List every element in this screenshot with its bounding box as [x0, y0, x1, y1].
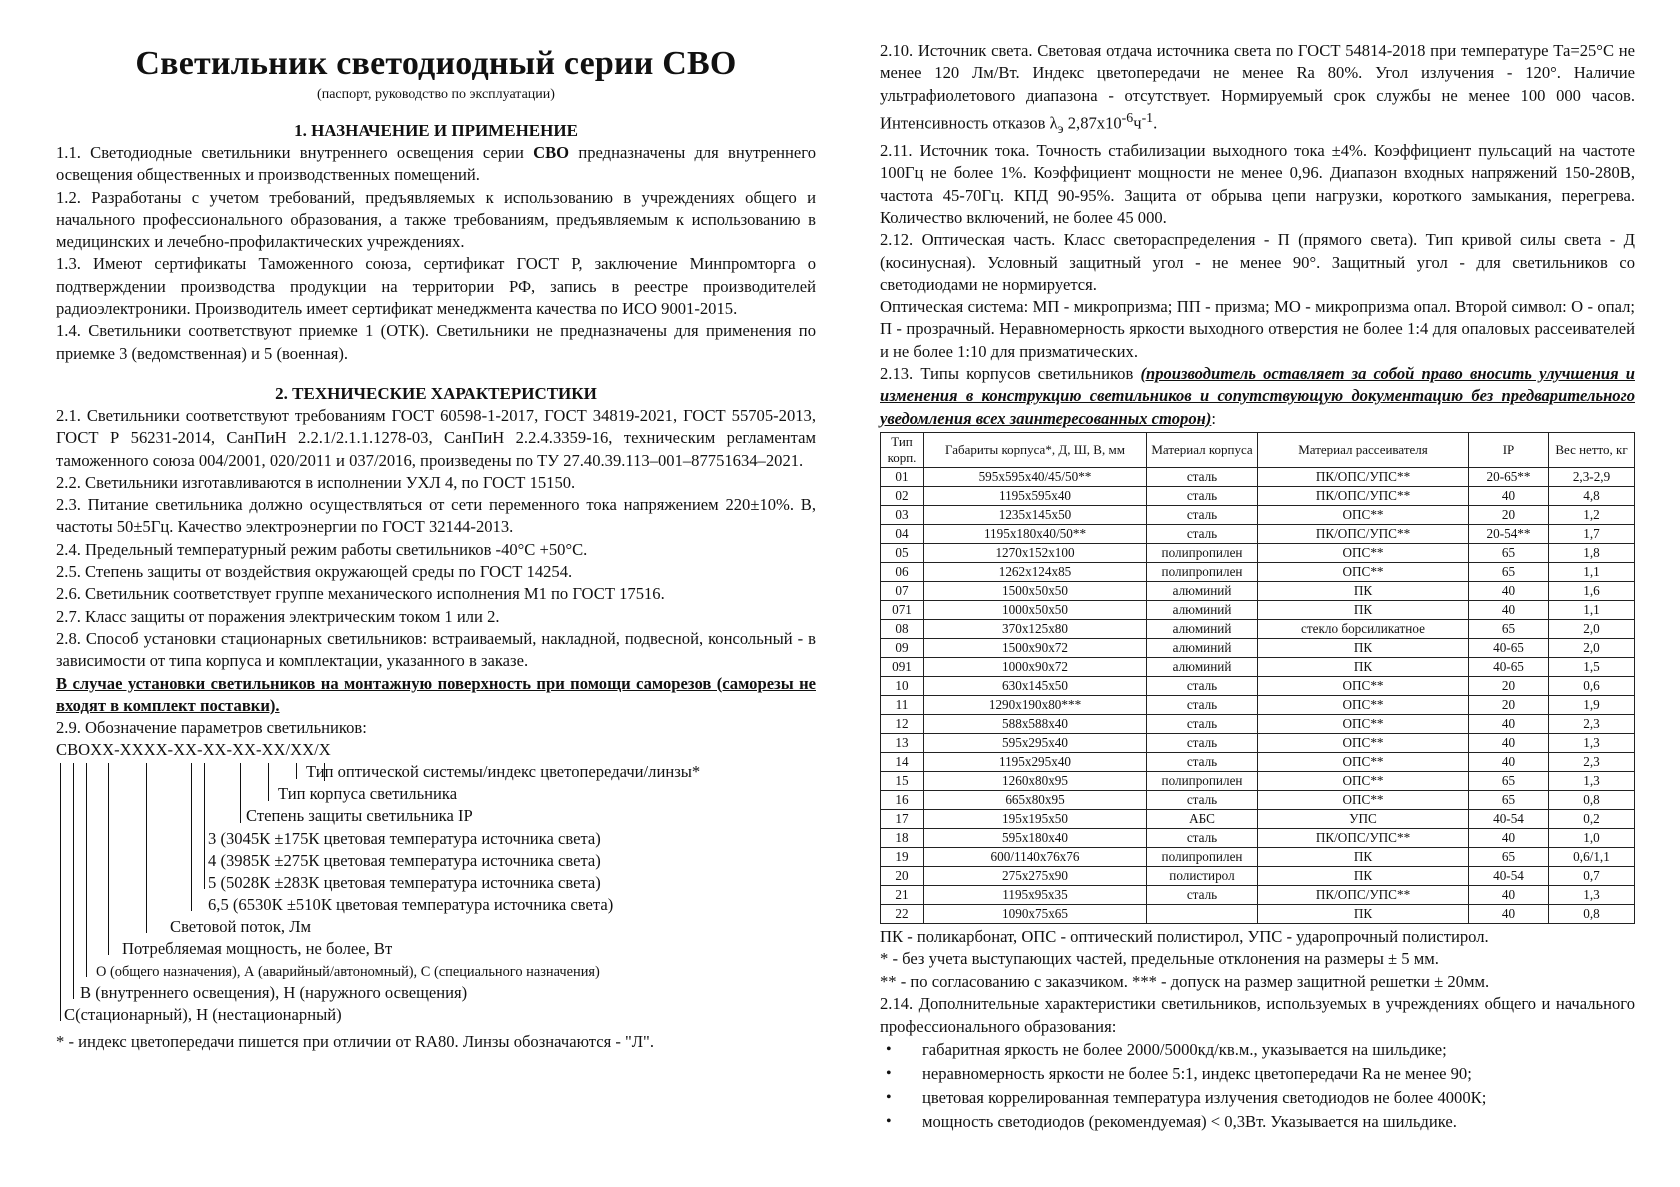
list-item: • неравномерность яркости не более 5:1, индекс цветопередачи Ra не менее 90; [880, 1062, 1635, 1086]
para-1-3: 1.3. Имеют сертификаты Таможенного союза, сертификат ГОСТ Р, заключение Минпромторга о подтверждении производства продукции на территории РФ, запись в реестре производителей радиоэлектроники. Производитель имеет сертификат менеджмента качества по ИСО 9001-2015. [56, 254, 816, 319]
leader-line [268, 763, 269, 801]
para-2-5: 2.5. Степень защиты от воздействия окружающей среды по ГОСТ 14254. [56, 562, 573, 582]
table-cell: 1,3 [1549, 733, 1635, 752]
table-cell: стекло борсиликатное [1258, 619, 1469, 638]
table-cell: 0,2 [1549, 809, 1635, 828]
table-cell: алюминий [1147, 619, 1258, 638]
table-row [881, 904, 1635, 923]
para-2-4: 2.4. Предельный температурный режим работы светильников -40°С +50°С. [56, 539, 588, 559]
table-cell: 2,0 [1549, 619, 1635, 638]
table-cell: 40 [1469, 581, 1549, 600]
table-cell: 1,2 [1549, 505, 1635, 524]
para-2-2: 2.2. Светильники изготавливаются в исполнении УХЛ 4, по ГОСТ 15150. [56, 472, 576, 492]
table-row [881, 676, 1635, 695]
table-cell: 40 [1469, 885, 1549, 904]
note-tolerance: * - без учета выступающих частей, предельные отклонения на размеры ± 5 мм. [880, 949, 1439, 969]
para-1-4: 1.4. Светильники соответствуют приемке 1 (ОТК). Светильники не предназначены для применения по приемке 3 (ведомственная) и 5 (военная). [56, 321, 816, 363]
table-cell: 14 [881, 752, 924, 771]
table-row [881, 809, 1635, 828]
table-cell: 1,9 [1549, 695, 1635, 714]
table-cell: АБС [1147, 809, 1258, 828]
para-2-11: 2.11. Источник тока. Точность стабилизации выходного тока ±4%. Коэффициент пульсаций на частоте 100Гц не более 1%. Коэффициент мощности не менее 0,96. Диапазон входных напряжений 150-280В, частота 45-70Гц. КПД 90-95%. Защита от обрыва цепи нагрузки, короткого замыкания, перегрева. Количество включений, не более 45 000. [880, 141, 1635, 227]
table-cell: сталь [1147, 676, 1258, 695]
table-row [881, 600, 1635, 619]
table-row [881, 562, 1635, 581]
extra-characteristics-list [880, 1038, 1635, 1134]
legend-purpose: О (общего назначения), А (аварийный/автономный), С (специального назначения) [96, 964, 600, 981]
table-cell: 0,8 [1549, 904, 1635, 923]
table-cell: 40 [1469, 600, 1549, 619]
table-cell: ПК/ОПС/УПС** [1258, 467, 1469, 486]
table-cell: ОПС** [1258, 714, 1469, 733]
table-row [881, 505, 1635, 524]
table-cell: алюминий [1147, 600, 1258, 619]
housing-types-table [880, 432, 1635, 924]
legend-cct-65: 6,5 (6530К ±510К цветовая температура источника света) [208, 895, 614, 915]
table-row [881, 486, 1635, 505]
col-header-weight: Вес нетто, кг [1549, 432, 1635, 467]
table-body [881, 467, 1635, 923]
section-2-heading: 2. ТЕХНИЧЕСКИЕ ХАРАКТЕРИСТИКИ [275, 383, 597, 403]
table-cell: ПК/ОПС/УПС** [1258, 885, 1469, 904]
table-cell: 05 [881, 543, 924, 562]
table-cell: 08 [881, 619, 924, 638]
table-row [881, 581, 1635, 600]
table-cell: 65 [1469, 543, 1549, 562]
table-cell: 11 [881, 695, 924, 714]
table-header-row [881, 432, 1635, 467]
table-cell: 2,3-2,9 [1549, 467, 1635, 486]
table-row [881, 752, 1635, 771]
para-2-7: 2.7. Класс защиты от поражения электрическим током 1 или 2. [56, 606, 500, 626]
table-row [881, 714, 1635, 733]
table-cell: ПК [1258, 657, 1469, 676]
table-cell: 1090х75х65 [924, 904, 1147, 923]
leader-line [73, 763, 74, 999]
table-cell: 40 [1469, 714, 1549, 733]
table-cell: сталь [1147, 733, 1258, 752]
table-cell: 12 [881, 714, 924, 733]
para-2-6: 2.6. Светильник соответствует группе механического исполнения М1 по ГОСТ 17516. [56, 584, 665, 604]
table-cell: 1195х95х35 [924, 885, 1147, 904]
table-cell: УПС [1258, 809, 1469, 828]
table-cell: 1,0 [1549, 828, 1635, 847]
table-cell: 595х295х40 [924, 733, 1147, 752]
table-cell: алюминий [1147, 657, 1258, 676]
document-title: Светильник светодиодный серии СВО [135, 45, 737, 82]
table-cell: сталь [1147, 695, 1258, 714]
table-cell: 22 [881, 904, 924, 923]
table-cell: ОПС** [1258, 695, 1469, 714]
table-cell: ОПС** [1258, 562, 1469, 581]
table-cell: 1,8 [1549, 543, 1635, 562]
table-cell: 1500х90х72 [924, 638, 1147, 657]
table-cell: 071 [881, 600, 924, 619]
table-cell: ОПС** [1258, 771, 1469, 790]
table-cell: 1262х124х85 [924, 562, 1147, 581]
table-cell: сталь [1147, 505, 1258, 524]
table-cell: 1000х50х50 [924, 600, 1147, 619]
para-2-3: 2.3. Питание светильника должно осуществляться от сети переменного тока напряжением 220±10%. В, частоты 50±5Гц. Качество электроэнергии по ГОСТ 32144-2013. [56, 495, 816, 537]
table-row [881, 866, 1635, 885]
table-cell: 65 [1469, 771, 1549, 790]
table-cell: 0,6 [1549, 676, 1635, 695]
legend-cct-4: 4 (3985К ±275К цветовая температура источника света) [208, 851, 601, 871]
table-cell: ПК/ОПС/УПС** [1258, 486, 1469, 505]
table-cell: 1270х152х100 [924, 543, 1147, 562]
table-row [881, 828, 1635, 847]
para-2-13: 2.13. Типы корпусов светильников (производитель оставляет за собой право вносить улучшения и изменения в конструкцию светильников и сопутствующую документацию без предварительного уведомления всех заинтересованных сторон): [880, 364, 1635, 428]
table-cell: 1,7 [1549, 524, 1635, 543]
legend-mobility: С(стационарный), Н (нестационарный) [64, 1005, 342, 1025]
designation-footnote: * - индекс цветопередачи пишется при отличии от RA80. Линзы обозначаются - "Л". [56, 1032, 654, 1052]
note-agreement: ** - по согласованию с заказчиком. *** - допуск на размер защитной решетки ± 20мм. [880, 971, 1490, 991]
table-cell: ОПС** [1258, 505, 1469, 524]
table-cell: 1290х190х80*** [924, 695, 1147, 714]
table-cell: 65 [1469, 790, 1549, 809]
table-cell: 1,3 [1549, 885, 1635, 904]
table-row [881, 695, 1635, 714]
table-cell: 20-54** [1469, 524, 1549, 543]
table-cell: 665х80х95 [924, 790, 1147, 809]
table-cell: 15 [881, 771, 924, 790]
designation-code: СВОXX-XXXX-XX-XX-XX-XX/XX/X [56, 740, 331, 760]
table-cell: 18 [881, 828, 924, 847]
table-cell: 40 [1469, 904, 1549, 923]
table-cell: сталь [1147, 752, 1258, 771]
table-cell: 1235х145х50 [924, 505, 1147, 524]
table-cell: 1500х50х50 [924, 581, 1147, 600]
table-cell: 0,6/1,1 [1549, 847, 1635, 866]
table-cell: 10 [881, 676, 924, 695]
para-2-10: 2.10. Источник света. Световая отдача источника света по ГОСТ 54814-2018 при температуре Та=25°С не менее 120 Лм/Вт. Индекс цветопередачи не менее Ra 80%. Угол излучения - 120°. Наличие ультрафиолетового диапазона - отсутствует. Нормируемый срок службы не менее 100 000 часов. Интенсивность отказов $\lambda_э$ $2,87х10^{-6}ч^{-1}$. [880, 41, 1635, 136]
table-cell: 40 [1469, 486, 1549, 505]
table-cell: 4,8 [1549, 486, 1635, 505]
table-cell: 595х180х40 [924, 828, 1147, 847]
col-header-type: Тип корп. [881, 432, 924, 467]
para-2-12: 2.12. Оптическая часть. Класс светораспределения - П (прямого света). Тип кривой силы света - Д (косинусная). Условный защитный угол - не менее 90°. Защитный угол - для светильников со светодиодами не нормируется. [880, 230, 1635, 294]
table-cell: ОПС** [1258, 790, 1469, 809]
para-2-14: 2.14. Дополнительные характеристики светильников, используемых в учреждениях общего и начального профессионального образования: [880, 994, 1635, 1036]
table-cell: 588х588х40 [924, 714, 1147, 733]
table-row [881, 657, 1635, 676]
table-cell: 2,3 [1549, 752, 1635, 771]
table-cell: 65 [1469, 562, 1549, 581]
table-cell: 1195х595х40 [924, 486, 1147, 505]
table-cell: 1195х295х40 [924, 752, 1147, 771]
table-cell: ПК [1258, 866, 1469, 885]
table-cell: сталь [1147, 714, 1258, 733]
table-cell: 01 [881, 467, 924, 486]
right-column [880, 40, 1635, 1134]
table-cell: 40 [1469, 828, 1549, 847]
table-cell: 13 [881, 733, 924, 752]
table-cell: ПК [1258, 847, 1469, 866]
table-cell: 02 [881, 486, 924, 505]
legend-flux: Световой поток, Лм [170, 917, 311, 937]
table-row [881, 619, 1635, 638]
para-2-12-optics: Оптическая система: МП - микропризма; ПП - призма; МО - микропризма опал. Второй символ: О - опал; П - прозрачный. Неравномерность яркости выходного отверстия не более 1:4 для опаловых рассеивателей и не более 1:10 для призматических. [880, 297, 1635, 361]
table-cell: 600/1140х76х76 [924, 847, 1147, 866]
para-1-2: 1.2. Разработаны с учетом требований, предъявляемых к использованию в учреждениях общего и начального профессионального образования, а также требованиям, предъявляемым к использованию в медицинских и лечебно-профилактических учреждениях. [56, 187, 816, 252]
table-cell: 20 [1469, 676, 1549, 695]
table-cell: сталь [1147, 524, 1258, 543]
table-cell: алюминий [1147, 638, 1258, 657]
note-abbreviations: ПК - поликарбонат, ОПС - оптический полистирол, УПС - ударопрочный полистирол. [880, 926, 1489, 946]
legend-housing: Тип корпуса светильника [278, 784, 458, 804]
table-cell: 1260х80х95 [924, 771, 1147, 790]
table-cell [1147, 904, 1258, 923]
table-cell: сталь [1147, 467, 1258, 486]
leader-line [146, 763, 147, 933]
list-item: • габаритная яркость не более 2000/5000кд/кв.м., указывается на шильдике; [880, 1038, 1635, 1062]
col-header-dimensions: Габариты корпуса*, Д, Ш, В, мм [924, 432, 1147, 467]
table-cell: 40-65 [1469, 638, 1549, 657]
table-row [881, 467, 1635, 486]
legend-optics: Тип оптической системы/индекс цветопередачи/линзы* [306, 762, 701, 782]
table-cell: полипропилен [1147, 771, 1258, 790]
table-cell: 40-65 [1469, 657, 1549, 676]
table-row [881, 771, 1635, 790]
table-cell: 03 [881, 505, 924, 524]
table-cell: 06 [881, 562, 924, 581]
table-cell: 630х145х50 [924, 676, 1147, 695]
table-row [881, 885, 1635, 904]
table-cell: 1195х180х40/50** [924, 524, 1147, 543]
table-cell: 20 [1469, 505, 1549, 524]
designation-diagram [56, 739, 816, 1031]
table-row [881, 847, 1635, 866]
table-cell: 1,3 [1549, 771, 1635, 790]
left-column [56, 0, 816, 1054]
table-cell: сталь [1147, 885, 1258, 904]
table-row [881, 543, 1635, 562]
table-cell: 0,8 [1549, 790, 1635, 809]
table-cell: 1,1 [1549, 600, 1635, 619]
table-cell: 20-65** [1469, 467, 1549, 486]
table-cell: ОПС** [1258, 752, 1469, 771]
table-cell: 40 [1469, 733, 1549, 752]
leader-line [240, 763, 241, 823]
table-cell: сталь [1147, 790, 1258, 809]
para-1-1: 1.1. Светодиодные светильники внутреннего освещения серии СВО предназначены для внутреннего освещения общественных и производственных помещений. [56, 143, 816, 185]
table-cell: 195х195х50 [924, 809, 1147, 828]
leader-line [296, 763, 297, 779]
table-cell: полипропилен [1147, 543, 1258, 562]
table-cell: 595х595х40/45/50** [924, 467, 1147, 486]
table-cell: 09 [881, 638, 924, 657]
table-cell: 0,7 [1549, 866, 1635, 885]
table-cell: ОПС** [1258, 733, 1469, 752]
table-cell: сталь [1147, 486, 1258, 505]
para-2-9: 2.9. Обозначение параметров светильников: [56, 718, 367, 738]
leader-line [191, 763, 192, 911]
table-cell: полистирол [1147, 866, 1258, 885]
table-cell: 1,5 [1549, 657, 1635, 676]
table-cell: 04 [881, 524, 924, 543]
table-row [881, 790, 1635, 809]
table-cell: 275х275х90 [924, 866, 1147, 885]
para-2-8: 2.8. Способ установки стационарных светильников: встраиваемый, накладной, подвесной, консольный - в зависимости от типа корпуса и комплектации, указанного в заказе. [56, 628, 816, 671]
table-cell: 1000х90х72 [924, 657, 1147, 676]
legend-cct-3: 3 (3045К ±175К цветовая температура источника света) [208, 829, 601, 849]
table-cell: 1,1 [1549, 562, 1635, 581]
table-cell: 65 [1469, 847, 1549, 866]
table-cell: полипропилен [1147, 847, 1258, 866]
table-row [881, 524, 1635, 543]
table-cell: ПК [1258, 581, 1469, 600]
table-row [881, 638, 1635, 657]
table-cell: ПК/ОПС/УПС** [1258, 828, 1469, 847]
table-cell: алюминий [1147, 581, 1258, 600]
table-cell: 2,3 [1549, 714, 1635, 733]
table-cell: 16 [881, 790, 924, 809]
leader-line [204, 763, 205, 889]
table-cell: 20 [881, 866, 924, 885]
table-cell: полипропилен [1147, 562, 1258, 581]
legend-power: Потребляемая мощность, не более, Вт [122, 939, 393, 959]
table-cell: ОПС** [1258, 543, 1469, 562]
table-cell: 19 [881, 847, 924, 866]
table-cell: ПК/ОПС/УПС** [1258, 524, 1469, 543]
section-1-heading: 1. НАЗНАЧЕНИЕ И ПРИМЕНЕНИЕ [294, 121, 578, 140]
table-notes [880, 926, 1635, 1039]
mounting-warning: В случае установки светильников на монтажную поверхность при помощи саморезов (саморезы не входят в комплект поставки). [56, 673, 816, 715]
table-cell: 65 [1469, 619, 1549, 638]
table-cell: 091 [881, 657, 924, 676]
table-cell: 40-54 [1469, 866, 1549, 885]
para-2-1: 2.1. Светильники соответствуют требованиям ГОСТ 60598-1-2017, ГОСТ 34819-2021, ГОСТ 55705-2013, ГОСТ Р 56231-2014, СанПиН 2.2.1/2.1.1.1278-03, СанПиН 2.2.4.3359-16, техническим регламентам таможенного союза 004/2001, 020/2011 и 037/2016, произведены по ТУ 27.40.39.113–001–87751634–2021. [56, 405, 816, 470]
table-row [881, 733, 1635, 752]
col-header-diffuser-material: Материал рассеивателя [1258, 432, 1469, 467]
table-cell: ПК [1258, 904, 1469, 923]
table-cell: 40 [1469, 752, 1549, 771]
table-cell: ОПС** [1258, 676, 1469, 695]
legend-placement: В (внутреннего освещения), Н (наружного освещения) [80, 983, 468, 1003]
table-cell: 20 [1469, 695, 1549, 714]
table-cell: ПК [1258, 638, 1469, 657]
table-cell: 1,6 [1549, 581, 1635, 600]
table-cell: 07 [881, 581, 924, 600]
list-item: • цветовая коррелированная температура излучения светодиодов не более 4000К; [880, 1086, 1635, 1110]
document-subtitle: (паспорт, руководство по эксплуатации) [317, 87, 555, 102]
legend-cct-5: 5 (5028К ±283К цветовая температура источника света) [208, 873, 601, 893]
table-cell: сталь [1147, 828, 1258, 847]
leader-line [86, 763, 87, 977]
table-cell: 370х125х80 [924, 619, 1147, 638]
table-cell: 2,0 [1549, 638, 1635, 657]
legend-ip: Степень защиты светильника IP [246, 806, 473, 826]
table-cell: 17 [881, 809, 924, 828]
table-cell: 21 [881, 885, 924, 904]
leader-line [60, 763, 61, 1021]
col-header-ip: IP [1469, 432, 1549, 467]
list-item: • мощность светодиодов (рекомендуемая) < 0,3Вт. Указывается на шильдике. [880, 1110, 1635, 1134]
col-header-body-material: Материал корпуса [1147, 432, 1258, 467]
table-cell: ПК [1258, 600, 1469, 619]
table-cell: 40-54 [1469, 809, 1549, 828]
leader-line [108, 763, 109, 955]
